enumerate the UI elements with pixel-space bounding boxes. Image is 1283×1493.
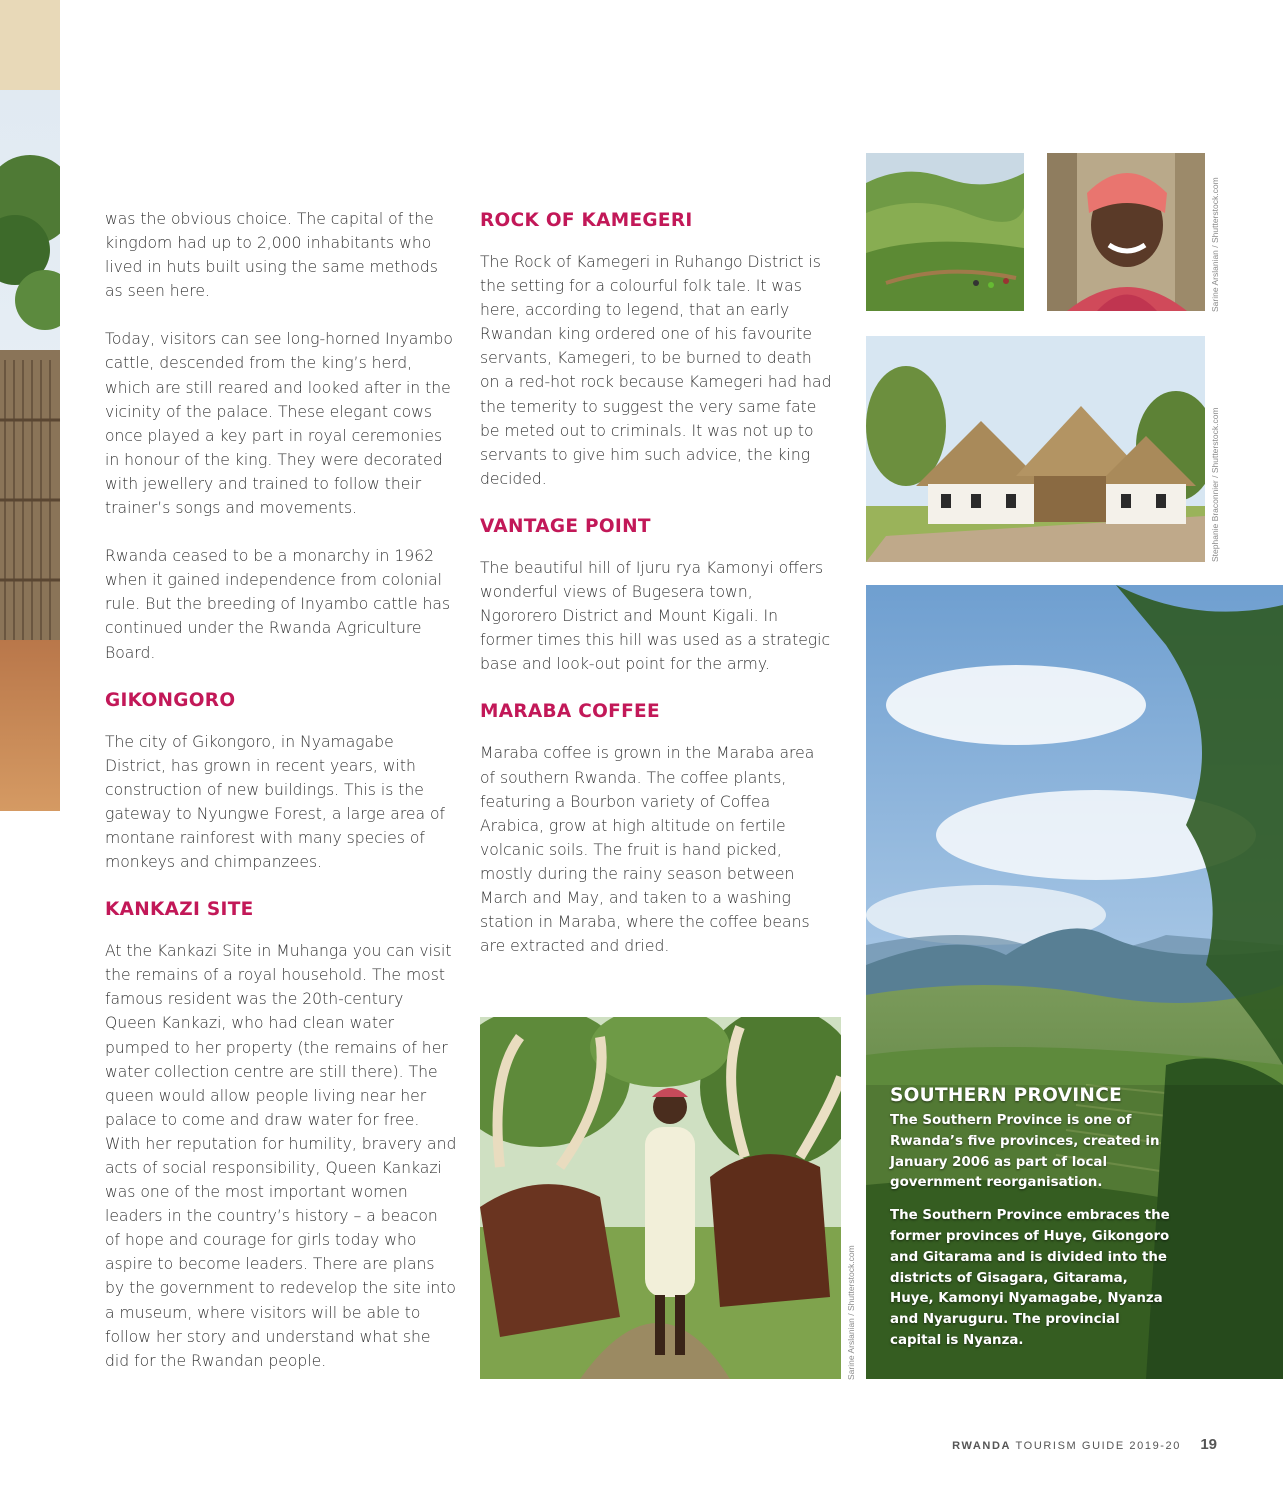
heading-vantage-point: VANTAGE POINT [480,515,651,537]
vantage-paragraph: The beautiful hill of Ijuru rya Kamonyi offers wonderful views of Bugesera town, Ngororero District and Mount Kigali. In former times this hill was used as a strategic base and look-out point for the army. [480,558,831,674]
heading-gikongoro: GIKONGORO [105,689,236,711]
page-number: 19 [1200,1436,1217,1453]
southern-province-box [890,1085,1170,1364]
credit-museum-photo: Stephanie Braconnier / Shutterstock.com [1210,407,1220,562]
inyambo-paragraph: Today, visitors can see long-horned Inyambo cattle, descended from the king’s herd, which are still reared and looked after in the vicinity of the palace. These elegant cows once played a key part in royal ceremonies in honour of the king. They were decorated with jewellery and trained to follow their trainer’s songs and movements. [105,330,453,518]
heading-maraba-coffee: MARABA COFFEE [480,701,660,723]
footer-guide-title [952,1440,1181,1452]
maraba-paragraph: Maraba coffee is grown in the Maraba area of southern Rwanda. The coffee plants, featuring a Bourbon variety of Coffea Arabica, grow at high altitude on fertile volcanic soils. The fruit is hand picked, mostly during the rainy season between March and May, and taken to a washing station in Maraba, where the coffee beans are extracted and dried. [480,744,815,956]
heading-kankazi-site: KANKAZI SITE [105,899,254,921]
inyambo-cattle-photo [480,1017,841,1379]
intro-paragraph: was the obvious choice. The capital of the kingdom had up to 2,000 inhabitants who lived in huts built using the same methods as seen here. [105,210,438,301]
monarchy-paragraph: Rwanda ceased to be a monarchy in 1962 when it gained independence from colonial rule. But the breeding of Inyambo cattle has continued under the Rwanda Agriculture Board. [105,547,451,662]
footer-guide: TOURISM GUIDE 2019-20 [1015,1440,1181,1452]
thatched-museum-photo [866,336,1205,562]
southern-province-paragraph-2: The Southern Province embraces the former provinces of Huye, Gikongoro and Gitarama and is divided into the districts of Gisagara, Gitarama, Huye, Kamonyi Nyamagabe, Nyanza and Nyaruguru. The provincial capital is Nyanza. [890,1208,1170,1348]
woman-portrait-photo [1047,153,1205,311]
hills-photo [866,153,1024,311]
middle-column [480,209,832,982]
southern-province-title: SOUTHERN PROVINCE [890,1085,1123,1106]
footer-brand: RWANDA [952,1440,1012,1452]
credit-top-photos: Sarine Arslanian / Shutterstock.com [1210,177,1220,312]
credit-cattle-photo: Sarine Arslanian / Shutterstock.com [846,1245,856,1380]
left-column [105,207,457,1397]
kankazi-paragraph: At the Kankazi Site in Muhanga you can visit the remains of a royal household. The most famous resident was the 20th-century Queen Kankazi, who had clean water pumped to her property (the remains of her water collection centre are still there). The queen would allow people living near her palace to come and draw water for free. With her reputation for humility, bravery and acts of social responsibility, Queen Kankazi was one of the most important women leaders in the country’s history – a beacon of hope and courage for girls today who aspire to become leaders. There are plans by the government to redevelop the site into a museum, where visitors will be able to follow her story and understand what she did for the Rwandan people. [105,942,457,1370]
heading-rock-of-kamegeri: ROCK OF KAMEGERI [480,210,693,231]
rock-paragraph: The Rock of Kamegeri in Ruhango District is the setting for a colourful folk tale. It was here, according to legend, that an early Rwandan king ordered one of his favourite servants, Kamegeri, to be burned to death on a red-hot rock because Kamegeri had had the temerity to suggest the very same fate be meted out to criminals. It was not up to servants to give him such advice, the king decided. [480,253,832,488]
southern-province-paragraph-1: The Southern Province is one of Rwanda’s five provinces, created in January 2006 as part of local government reorganisation. [890,1113,1160,1191]
gikongoro-paragraph: The city of Gikongoro, in Nyamagabe District, has grown in recent years, with construction of new buildings. This is the gateway to Nyungwe Forest, a large area of montane rainforest with many species of monkeys and chimpanzees. [105,732,446,872]
left-edge-photo [0,0,60,811]
